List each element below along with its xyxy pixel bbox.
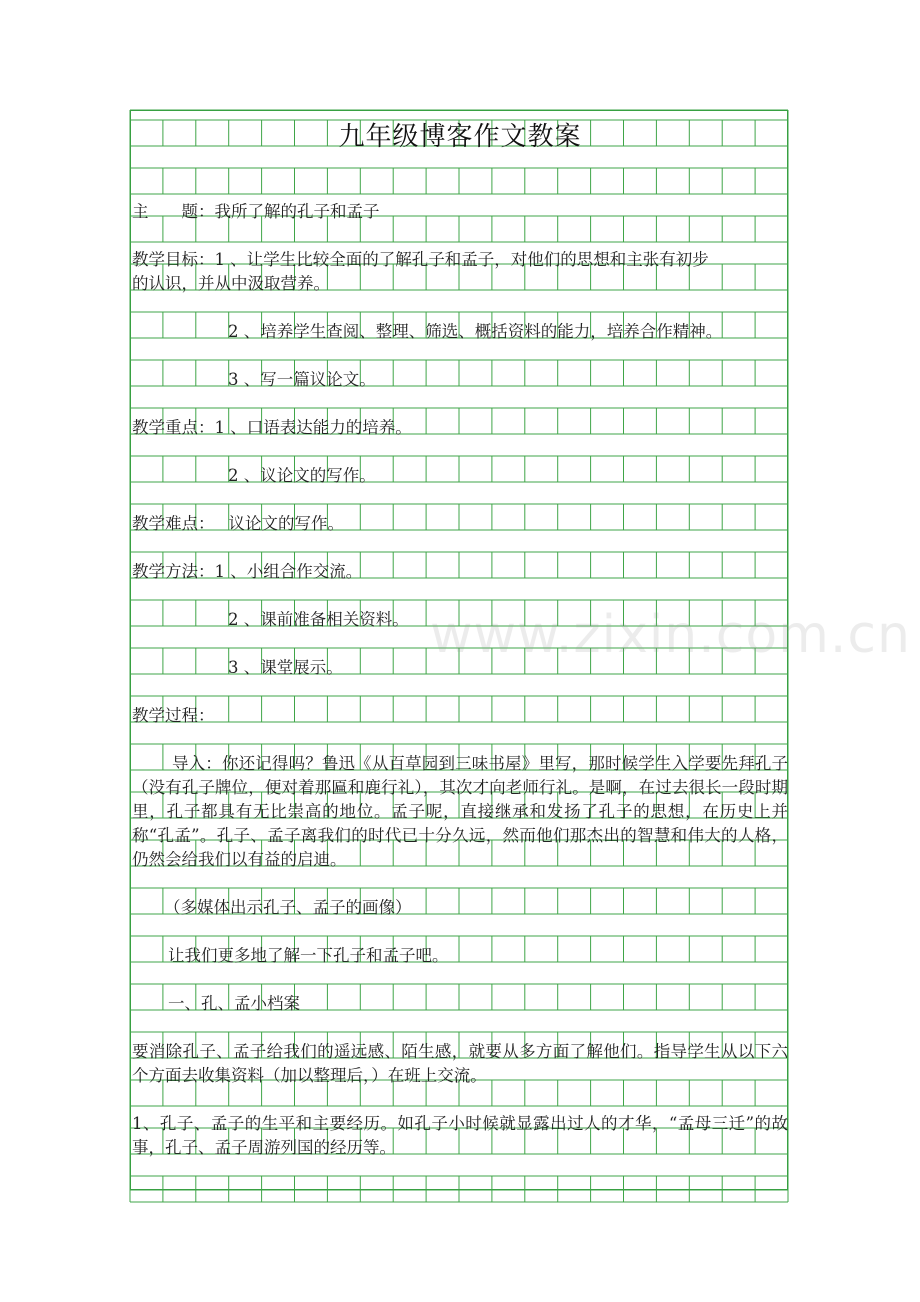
method-line-1 xyxy=(132,560,788,584)
media-note: （多媒体出示孔子、孟子的画像） xyxy=(164,898,412,917)
method-label: 教学方法： xyxy=(132,562,215,581)
method-2: 2 、课前准备相关资料。 xyxy=(228,610,409,629)
section-1-heading: 一、孔、孟小档案 xyxy=(168,994,300,1013)
diff-text: 议论文的写作。 xyxy=(228,514,344,533)
section-1-body: 要消除孔子、孟子给我们的遥远感、陌生感，就要从多方面了解他们。指导学生从以下六个方面去收集资料（加以整理后，）在班上交流。 xyxy=(132,1042,788,1085)
watermark: www.zixin.com.cn xyxy=(430,605,911,665)
goal-1b: 的认识，并从中汲取营养。 xyxy=(132,274,330,293)
more-line: 让我们更多地了解一下孔子和孟子吧。 xyxy=(168,946,449,965)
page-title: 九年级博客作文教案 xyxy=(338,122,582,152)
goal-3: 3 、写一篇议论文。 xyxy=(228,370,376,389)
topic-label: 主 题： xyxy=(132,202,215,221)
diff-label: 教学难点： xyxy=(132,514,215,533)
intro-paragraph: 导入：你还记得吗？鲁迅《从百草园到三味书屋》里写，那时候学生入学要先拜孔子（没有孔子牌位，便对着那匾和鹿行礼），其次才向老师行礼。是啊，在过去很长一段时期里，孔子都具有无比崇高的地位。孟子呢，直接继承和发扬了孔子的思想，在历史上并称“孔孟”。孔子、孟子离我们的时代已十分久远，然而他们那杰出的智慧和伟大的人格，仍然会给我们以有益的启迪。 xyxy=(132,754,788,869)
goal-2: 2 、培养学生查阅、整理、筛选、概括资料的能力，培养合作精神。 xyxy=(228,322,723,341)
key-label: 教学重点： xyxy=(132,418,215,437)
topic-line xyxy=(132,200,788,224)
topic-text: 我所了解的孔子和孟子 xyxy=(214,202,380,221)
method-3: 3 、课堂展示。 xyxy=(228,658,343,677)
item-1: 1、孔子、孟子的生平和主要经历。如孔子小时候就显露出过人的才华，“孟母三迁”的故事，孔子、孟子周游列国的经历等。 xyxy=(132,1114,788,1157)
process-label: 教学过程： xyxy=(132,706,215,725)
method-1: 1 、小组合作交流。 xyxy=(214,562,363,581)
goal-label: 教学目标： xyxy=(132,250,215,269)
diff-line xyxy=(132,512,788,536)
key-1: 1 、口语表达能力的培养。 xyxy=(214,418,412,437)
goal-line-1 xyxy=(132,248,788,272)
key-2: 2 、议论文的写作。 xyxy=(228,466,376,485)
key-line-1 xyxy=(132,416,788,440)
goal-1a: 1 、让学生比较全面的了解孔子和孟子，对他们的思想和主张有初步 xyxy=(214,250,709,269)
